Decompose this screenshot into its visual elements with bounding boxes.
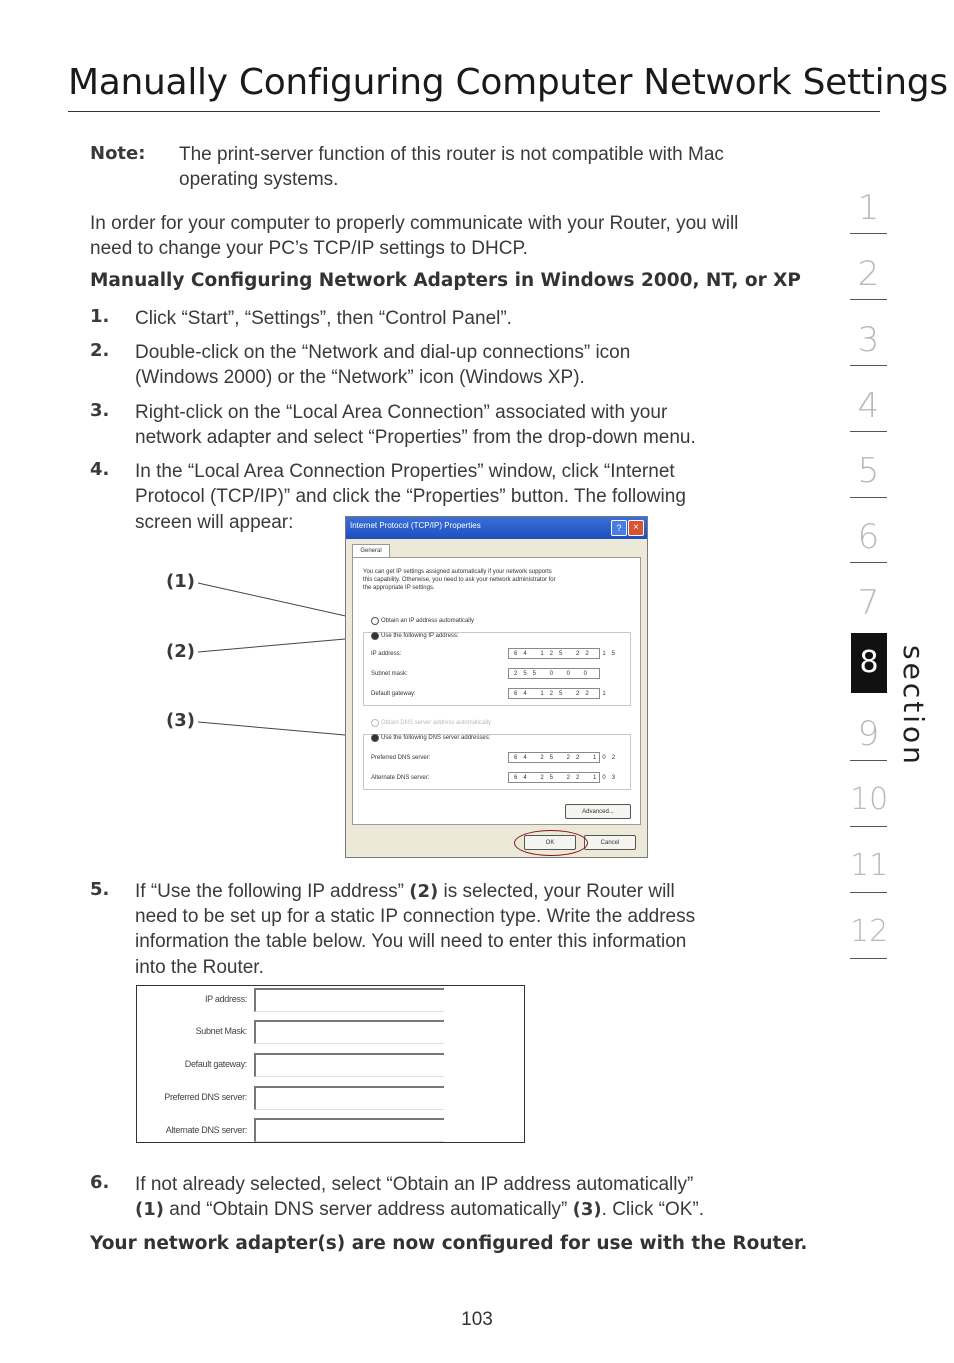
dialog-panel [352, 557, 641, 825]
step-text: screen will appear: [135, 512, 294, 533]
tab-divider [850, 826, 887, 827]
dns1-label: Preferred DNS server: [371, 755, 431, 761]
step-text: Protocol (TCP/IP)” and click the “Properties” button. The following [135, 486, 686, 507]
section-tab-6[interactable]: 6 [857, 517, 880, 557]
section-tab-1[interactable]: 1 [857, 188, 880, 228]
intro-line1: In order for your computer to properly communicate with your Router, you will [90, 213, 739, 234]
step-number: 4. [90, 459, 110, 480]
closing-statement: Your network adapter(s) are now configured for use with the Router. [90, 1233, 808, 1254]
radio-use-static-ip[interactable] [371, 632, 379, 640]
section-tab-10[interactable]: 10 [850, 782, 889, 817]
tcpip-properties-dialog [345, 516, 648, 858]
radio-label: Obtain DNS server address automatically [381, 720, 492, 726]
tab-divider [850, 233, 887, 234]
tab-divider [850, 760, 887, 761]
ok-button[interactable]: OK [524, 835, 576, 850]
tab-divider [850, 892, 887, 893]
callout-ref: (2) [409, 881, 439, 902]
callout-2: (2) [166, 641, 195, 662]
step-number: 6. [90, 1172, 110, 1193]
note-text-line1: The print-server function of this router is not compatible with Mac [179, 144, 724, 165]
form-field-ip[interactable] [254, 988, 444, 1012]
tab-divider [850, 497, 887, 498]
tab-divider [850, 562, 887, 563]
close-icon[interactable]: × [628, 520, 644, 536]
section-tab-4[interactable]: 4 [857, 386, 880, 426]
step-text: In the “Local Area Connection Properties” window, click “Internet [135, 461, 675, 482]
alternate-dns-field[interactable]: 64 25 22 103 [508, 772, 600, 783]
step-text: Double-click on the “Network and dial-up connections” icon [135, 342, 631, 363]
section-tab-8-active[interactable]: 8 [851, 633, 887, 693]
step-number: 3. [90, 400, 110, 421]
step-text-part: is selected, your Router will [438, 881, 675, 902]
step-number: 1. [90, 306, 110, 327]
advanced-button[interactable]: Advanced... [565, 804, 631, 819]
step-text-part: If “Use the following IP address” [135, 881, 410, 902]
mask-label: Subnet mask: [371, 671, 408, 677]
step-text [135, 1197, 704, 1222]
form-field-gateway[interactable] [254, 1053, 444, 1077]
dialog-description: the appropriate IP settings. [363, 585, 435, 591]
callout-3: (3) [166, 710, 195, 731]
section-tab-7[interactable]: 7 [857, 583, 880, 623]
step-text: Right-click on the “Local Area Connection” associated with your [135, 402, 668, 423]
dialog-description: this capability. Otherwise, you need to ask your network administrator for [363, 577, 556, 583]
help-icon[interactable]: ? [611, 520, 627, 536]
step-text [135, 879, 675, 904]
note-label: Note: [90, 143, 146, 164]
step-text-part: and “Obtain DNS server address automatically” [163, 1199, 573, 1220]
radio-label: Use the following IP address: [381, 633, 459, 639]
note-text-line2: operating systems. [179, 169, 339, 190]
gateway-label: Default gateway: [371, 691, 416, 697]
section-tab-5[interactable]: 5 [857, 451, 880, 491]
step-text: If not already selected, select “Obtain an IP address automatically” [135, 1174, 694, 1195]
radio-obtain-dns-auto[interactable] [371, 719, 379, 727]
dialog-titlebar [346, 517, 647, 539]
tab-divider [850, 431, 887, 432]
radio-label: Use the following DNS server addresses: [381, 735, 491, 741]
radio-obtain-ip-auto[interactable] [371, 617, 379, 625]
section-tab-11[interactable]: 11 [850, 848, 889, 883]
page-number: 103 [461, 1309, 493, 1330]
section-tab-12[interactable]: 12 [850, 914, 889, 949]
dialog-description: You can get IP settings assigned automatically if your network supports [363, 569, 552, 575]
callout-1: (1) [166, 571, 195, 592]
tab-general[interactable]: General [352, 544, 390, 558]
callout-ref: (3) [572, 1199, 602, 1220]
ip-label: IP address: [371, 651, 402, 657]
radio-use-static-dns[interactable] [371, 734, 379, 742]
cancel-button[interactable]: Cancel [584, 835, 636, 850]
address-form-table [136, 985, 525, 1143]
step-text: information the table below. You will need to enter this information [135, 931, 687, 952]
radio-label: Obtain an IP address automatically [381, 618, 474, 624]
section-tab-9[interactable]: 9 [857, 714, 880, 754]
section-tab-2[interactable]: 2 [857, 254, 880, 294]
dns2-label: Alternate DNS server: [371, 775, 430, 781]
page-title: Manually Configuring Computer Network Settings [68, 62, 948, 103]
step-text: into the Router. [135, 957, 264, 978]
step-text: (Windows 2000) or the “Network” icon (Windows XP). [135, 367, 585, 388]
tab-divider [850, 299, 887, 300]
step-text: network adapter and select “Properties” from the drop-down menu. [135, 427, 696, 448]
form-field-mask[interactable] [254, 1020, 444, 1044]
section-subheading: Manually Configuring Network Adapters in Windows 2000, NT, or XP [90, 270, 801, 291]
tab-divider [850, 958, 887, 959]
step-text: Click “Start”, “Settings”, then “Control Panel”. [135, 308, 512, 329]
callout-ref: (1) [135, 1199, 164, 1220]
ok-highlight-ring [514, 830, 588, 856]
subnet-mask-field[interactable]: 255 0 0 0 [508, 668, 600, 679]
step-number: 5. [90, 879, 110, 900]
step-number: 2. [90, 340, 110, 361]
form-label-dns2: Alternate DNS server: [165, 1125, 247, 1135]
form-label-mask: Subnet Mask: [195, 1026, 247, 1036]
form-field-dns2[interactable] [254, 1118, 444, 1142]
step-text: need to be set up for a static IP connection type. Write the address [135, 906, 696, 927]
form-label-gateway: Default gateway: [184, 1059, 247, 1069]
section-label: section [897, 645, 930, 767]
dialog-title: Internet Protocol (TCP/IP) Properties [350, 521, 481, 530]
intro-line2: need to change your PC’s TCP/IP settings to DHCP. [90, 238, 528, 259]
form-field-dns1[interactable] [254, 1086, 444, 1110]
tab-divider [850, 365, 887, 366]
step-text-part: . Click “OK”. [601, 1199, 705, 1220]
form-label-dns1: Preferred DNS server: [164, 1092, 247, 1102]
form-label-ip: IP address: [204, 994, 247, 1004]
ip-address-field[interactable]: 64 125 22 15 [508, 648, 600, 659]
gateway-field[interactable]: 64 125 22 1 [508, 688, 600, 699]
preferred-dns-field[interactable]: 64 25 22 102 [508, 752, 600, 763]
section-tab-3[interactable]: 3 [857, 320, 880, 360]
